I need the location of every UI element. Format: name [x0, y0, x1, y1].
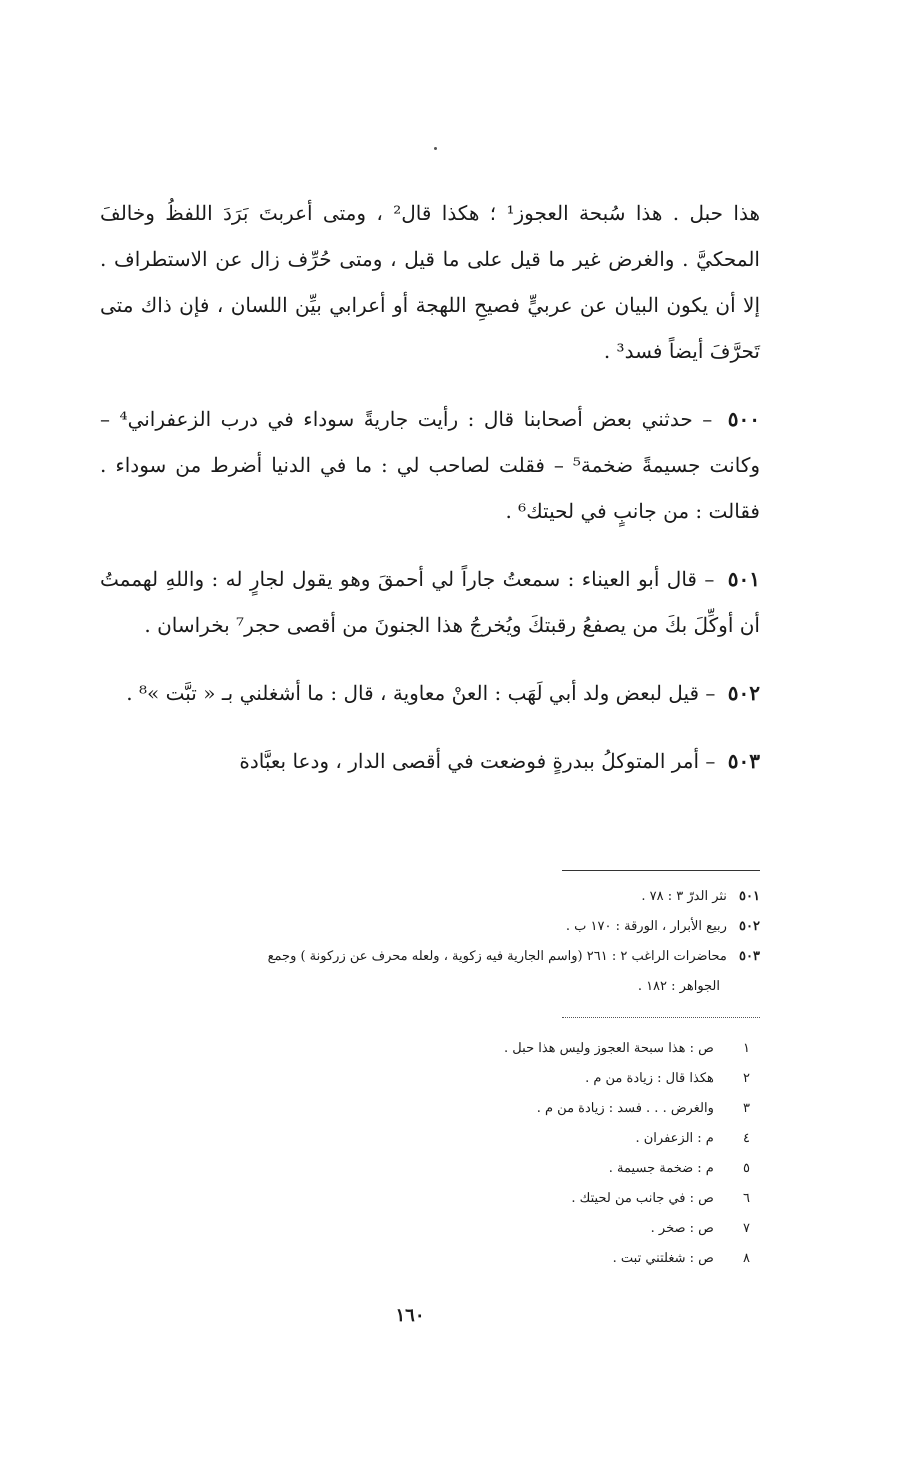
variant-note-text: ص : هذا سبحة العجوز وليس هذا حبل .: [504, 1041, 714, 1056]
paragraph-number: ٥٠٣: [727, 749, 760, 773]
variant-note-number: ٤: [743, 1131, 750, 1146]
variant-note-text: م : الزعفران .: [635, 1131, 714, 1146]
source-note: [100, 942, 760, 972]
variant-note-number: ٦: [743, 1191, 750, 1206]
paragraph-text: – أمر المتوكلُ ببدرةٍ فوضعت في أقصى الدار ، ودعا بعبَّادة: [239, 749, 716, 773]
variant-note-number: ٥: [743, 1161, 750, 1176]
source-note-text: محاضرات الراغب ٢ : ٢٦١ (واسم الجارية فيه زكوية ، ولعله محرف عن زركونة ) وجمع: [267, 949, 727, 964]
paragraph-501: [100, 556, 760, 648]
source-note-number: ٥٠١: [739, 889, 760, 904]
variant-note-number: ١: [743, 1041, 750, 1056]
source-note-number: ٥٠٢: [739, 919, 760, 934]
variant-note-text: م : ضخمة جسيمة .: [608, 1161, 714, 1176]
paragraph-503: [100, 738, 760, 784]
paragraph-text: – قال أبو العيناء : سمعتُ جاراً لي أحمقَ وهو يقول لجارٍ له : واللهِ لهممتُ أن أوكِّلَ بكَ من يصفعُ رقبتكَ ويُخرجُ هذا الجنونَ من أقصى حجر⁷ بخراسان .: [100, 567, 760, 637]
paragraph-text: – حدثني بعض أصحابنا قال : رأيت جاريةً سوداء في درب الزعفراني⁴ – وكانت جسيمةً ضخمة⁵ – فقلت لصاحب لي : ما في الدنيا أضرط من سوداء . فقالت : من جانبٍ في لحيتك⁶ .: [100, 407, 760, 523]
variant-note-number: ٨: [743, 1251, 750, 1266]
variant-note-number: ٢: [743, 1071, 750, 1086]
variant-note: [100, 1064, 750, 1094]
source-note: [100, 882, 760, 912]
main-text: [100, 190, 760, 806]
variant-note: [100, 1094, 750, 1124]
paragraph-number: ٥٠١: [727, 567, 760, 591]
paragraph-number: ٥٠٢: [727, 681, 760, 705]
variants-divider: [562, 1017, 760, 1018]
page-number: ١٦٠: [395, 1305, 425, 1326]
variant-note-number: ٧: [743, 1221, 750, 1236]
variant-note-text: هكذا قال : زيادة من م .: [585, 1071, 714, 1086]
source-note-number: ٥٠٣: [739, 949, 760, 964]
paragraph-number: ٥٠٠: [727, 407, 761, 431]
paragraph-text: هذا حبل . هذا سُبحة العجوز¹ ؛ هكذا قال² ، ومتى أعربتَ بَرَدَ اللفظُ وخالفَ المحكيَّ . والغرض غير ما قيل على ما قيل ، ومتى حُرِّف زال عن الاستطراف . إلا أن يكون البيان عن عربيٍّ فصيحِ اللهجة أو أعرابي بيِّن اللسان ، فإن ذاك متى تَحرَّفَ أيضاً فسد³ .: [100, 201, 760, 363]
source-note: [100, 912, 760, 942]
variant-note: [100, 1034, 750, 1064]
variant-note-text: ص : في جانب من لحيتك .: [571, 1191, 714, 1206]
variant-note: [100, 1244, 750, 1274]
ink-speck: [434, 147, 437, 150]
variant-note: [100, 1214, 750, 1244]
paragraph-intro: [100, 190, 760, 374]
variant-note: [100, 1184, 750, 1214]
variant-note-text: ص : صخر .: [650, 1221, 714, 1236]
variant-note: [100, 1124, 750, 1154]
source-note-text: نثر الدرّ ٣ : ٧٨ .: [641, 889, 727, 904]
source-notes: [100, 882, 760, 1002]
paragraph-502: [100, 670, 760, 716]
footnote-divider: [562, 870, 760, 871]
variant-notes: [100, 1034, 750, 1274]
variant-note-text: ص : شغلتني تبت .: [612, 1251, 714, 1266]
variant-note: [100, 1154, 750, 1184]
paragraph-text: – قيل لبعض ولد أبي لَهَب : العنْ معاوية ، قال : ما أشغلني بـ « تبَّت »⁸ .: [126, 681, 716, 705]
source-note-text: ربيع الأبرار ، الورقة : ١٧٠ ب .: [565, 919, 727, 934]
variant-note-text: والغرض . . . فسد : زيادة من م .: [536, 1101, 714, 1116]
paragraph-500: [100, 396, 760, 534]
source-note-continuation: الجواهر : ١٨٢ .: [637, 979, 720, 994]
variant-note-number: ٣: [743, 1101, 750, 1116]
